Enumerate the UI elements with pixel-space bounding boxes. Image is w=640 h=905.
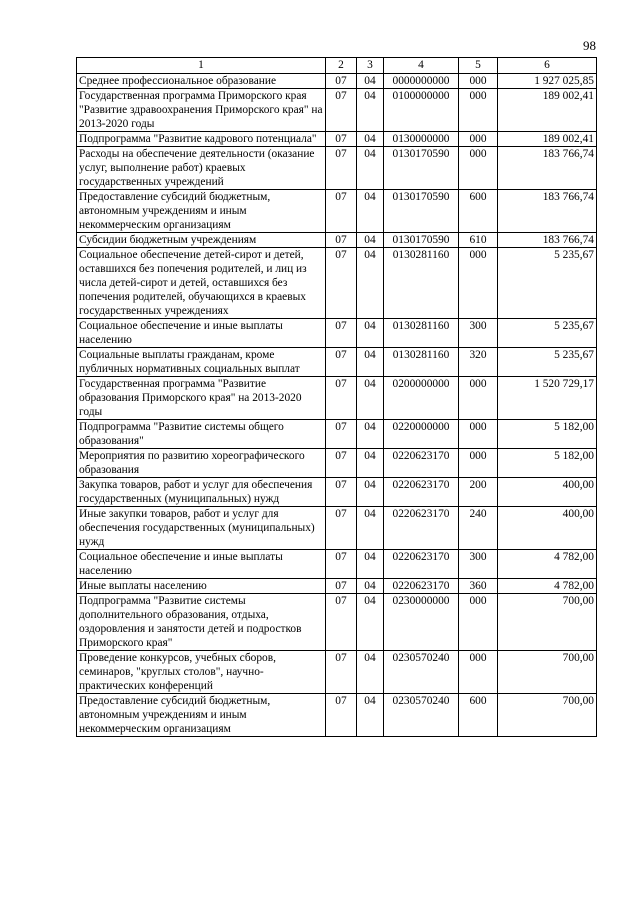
row-section-cell: 07 [326,420,357,449]
row-name-cell: Предоставление субсидий бюджетным, автономным учреждениям и иным некоммерческим организациям [77,190,326,233]
row-amount-cell: 400,00 [498,507,597,550]
row-subsection-cell: 04 [357,377,384,420]
row-section-cell: 07 [326,147,357,190]
row-target-article-cell: 0220000000 [384,420,459,449]
row-target-article-cell: 0130281160 [384,348,459,377]
page-number: 98 [583,38,596,53]
table-header-row [77,58,597,74]
row-subsection-cell: 04 [357,248,384,319]
table-row [77,233,597,248]
row-section-cell: 07 [326,594,357,651]
row-name-cell: Подпрограмма "Развитие системы дополнительного образования, отдыха, оздоровления и занятости детей и подростков Приморского края" [77,594,326,651]
row-subsection-cell: 04 [357,89,384,132]
row-name-cell: Государственная программа "Развитие образования Приморского края" на 2013-2020 годы [77,377,326,420]
row-name-cell: Предоставление субсидий бюджетным, автономным учреждениям и иным некоммерческим организациям [77,694,326,737]
row-expense-type-cell: 300 [459,319,498,348]
row-expense-type-cell: 360 [459,579,498,594]
column-header: 3 [357,58,384,74]
row-section-cell: 07 [326,579,357,594]
table-row [77,348,597,377]
row-name-cell: Субсидии бюджетным учреждениям [77,233,326,248]
row-name-cell: Среднее профессиональное образование [77,74,326,89]
row-subsection-cell: 04 [357,651,384,694]
row-target-article-cell: 0220623170 [384,478,459,507]
row-expense-type-cell: 000 [459,89,498,132]
row-name-cell: Социальное обеспечение и иные выплаты населению [77,319,326,348]
row-amount-cell: 189 002,41 [498,132,597,147]
row-expense-type-cell: 600 [459,694,498,737]
row-section-cell: 07 [326,89,357,132]
column-header: 6 [498,58,597,74]
row-name-cell: Проведение конкурсов, учебных сборов, семинаров, "круглых столов", научно-практических конференций [77,651,326,694]
row-section-cell: 07 [326,478,357,507]
row-subsection-cell: 04 [357,190,384,233]
row-amount-cell: 5 235,67 [498,248,597,319]
row-subsection-cell: 04 [357,420,384,449]
row-expense-type-cell: 000 [459,248,498,319]
row-subsection-cell: 04 [357,507,384,550]
row-amount-cell: 5 235,67 [498,319,597,348]
row-section-cell: 07 [326,319,357,348]
row-expense-type-cell: 000 [459,651,498,694]
row-subsection-cell: 04 [357,233,384,248]
row-subsection-cell: 04 [357,319,384,348]
row-name-cell: Подпрограмма "Развитие системы общего образования" [77,420,326,449]
table-row [77,507,597,550]
row-section-cell: 07 [326,132,357,147]
table-row [77,579,597,594]
row-subsection-cell: 04 [357,147,384,190]
row-target-article-cell: 0130281160 [384,248,459,319]
row-target-article-cell: 0200000000 [384,377,459,420]
table-row [77,550,597,579]
table-row [77,74,597,89]
row-target-article-cell: 0000000000 [384,74,459,89]
row-subsection-cell: 04 [357,550,384,579]
column-header: 2 [326,58,357,74]
row-expense-type-cell: 000 [459,420,498,449]
table-row [77,377,597,420]
table-row [77,694,597,737]
row-section-cell: 07 [326,550,357,579]
row-amount-cell: 189 002,41 [498,89,597,132]
row-section-cell: 07 [326,233,357,248]
table-row [77,132,597,147]
row-expense-type-cell: 610 [459,233,498,248]
row-amount-cell: 700,00 [498,651,597,694]
row-target-article-cell: 0130170590 [384,233,459,248]
row-target-article-cell: 0230570240 [384,694,459,737]
row-name-cell: Социальное обеспечение детей-сирот и детей, оставшихся без попечения родителей, и лиц из числа детей-сирот и детей, оставшихся без попечения родителей, обучающихся в краевых государственных учреждениях [77,248,326,319]
table-row [77,248,597,319]
column-header: 5 [459,58,498,74]
row-section-cell: 07 [326,651,357,694]
row-expense-type-cell: 240 [459,507,498,550]
row-amount-cell: 183 766,74 [498,233,597,248]
row-amount-cell: 700,00 [498,594,597,651]
table-row [77,449,597,478]
row-subsection-cell: 04 [357,132,384,147]
row-target-article-cell: 0130170590 [384,190,459,233]
column-header: 4 [384,58,459,74]
row-target-article-cell: 0230000000 [384,594,459,651]
row-amount-cell: 183 766,74 [498,190,597,233]
row-expense-type-cell: 300 [459,550,498,579]
row-amount-cell: 4 782,00 [498,550,597,579]
row-section-cell: 07 [326,190,357,233]
row-amount-cell: 4 782,00 [498,579,597,594]
row-amount-cell: 700,00 [498,694,597,737]
row-target-article-cell: 0130000000 [384,132,459,147]
row-name-cell: Закупка товаров, работ и услуг для обеспечения государственных (муниципальных) нужд [77,478,326,507]
table-row [77,651,597,694]
row-section-cell: 07 [326,507,357,550]
row-subsection-cell: 04 [357,579,384,594]
row-name-cell: Социальное обеспечение и иные выплаты населению [77,550,326,579]
row-target-article-cell: 0220623170 [384,550,459,579]
row-name-cell: Иные выплаты населению [77,579,326,594]
row-subsection-cell: 04 [357,348,384,377]
row-subsection-cell: 04 [357,449,384,478]
table-row [77,190,597,233]
table-row [77,147,597,190]
row-amount-cell: 1 520 729,17 [498,377,597,420]
row-amount-cell: 400,00 [498,478,597,507]
row-expense-type-cell: 320 [459,348,498,377]
row-section-cell: 07 [326,348,357,377]
row-expense-type-cell: 200 [459,478,498,507]
table-row [77,319,597,348]
row-amount-cell: 5 182,00 [498,420,597,449]
row-name-cell: Расходы на обеспечение деятельности (оказание услуг, выполнение работ) краевых государственных учреждений [77,147,326,190]
row-expense-type-cell: 000 [459,132,498,147]
row-section-cell: 07 [326,248,357,319]
row-name-cell: Подпрограмма "Развитие кадрового потенциала" [77,132,326,147]
row-subsection-cell: 04 [357,594,384,651]
row-target-article-cell: 0130281160 [384,319,459,348]
row-subsection-cell: 04 [357,74,384,89]
row-section-cell: 07 [326,377,357,420]
row-name-cell: Мероприятия по развитию хореографического образования [77,449,326,478]
row-expense-type-cell: 000 [459,147,498,190]
row-target-article-cell: 0100000000 [384,89,459,132]
table-row [77,420,597,449]
row-target-article-cell: 0220623170 [384,579,459,594]
row-target-article-cell: 0220623170 [384,449,459,478]
row-name-cell: Государственная программа Приморского края "Развитие здравоохранения Приморского края" на 2013-2020 годы [77,89,326,132]
row-subsection-cell: 04 [357,478,384,507]
row-section-cell: 07 [326,449,357,478]
row-name-cell: Социальные выплаты гражданам, кроме публичных нормативных социальных выплат [77,348,326,377]
row-subsection-cell: 04 [357,694,384,737]
row-expense-type-cell: 000 [459,377,498,420]
row-target-article-cell: 0220623170 [384,507,459,550]
row-expense-type-cell: 000 [459,594,498,651]
row-amount-cell: 5 235,67 [498,348,597,377]
row-amount-cell: 1 927 025,85 [498,74,597,89]
row-expense-type-cell: 000 [459,449,498,478]
table-row [77,594,597,651]
budget-table [76,57,597,737]
column-header: 1 [77,58,326,74]
row-section-cell: 07 [326,74,357,89]
row-amount-cell: 183 766,74 [498,147,597,190]
row-section-cell: 07 [326,694,357,737]
row-target-article-cell: 0230570240 [384,651,459,694]
table-body [77,74,597,737]
row-expense-type-cell: 600 [459,190,498,233]
table-row [77,478,597,507]
row-name-cell: Иные закупки товаров, работ и услуг для обеспечения государственных (муниципальных) нужд [77,507,326,550]
table-row [77,89,597,132]
row-expense-type-cell: 000 [459,74,498,89]
row-target-article-cell: 0130170590 [384,147,459,190]
row-amount-cell: 5 182,00 [498,449,597,478]
